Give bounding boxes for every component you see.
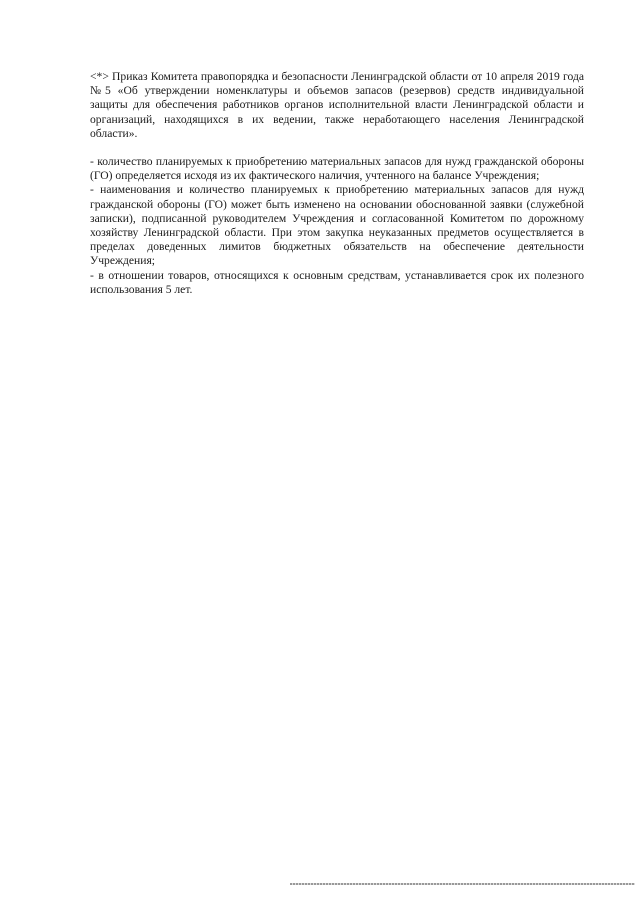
list-item: - в отношении товаров, относящихся к основным средствам, устанавливается срок их полезного использования 5 лет. [90, 268, 584, 296]
footnote-paragraph: <*> Приказ Комитета правопорядка и безопасности Ленинградской области от 10 апреля 2019 года №5 «Об утверждении номенклатуры и объемов запасов (резервов) средств индивидуальной защиты для обеспечения работников органов исполнительной власти Ленинградской области и организаций, находящихся в их ведении, также неработающего населения Ленинградской области». [90, 70, 584, 140]
scan-artifact-line [290, 883, 635, 885]
list-item: - наименования и количество планируемых к приобретению материальных запасов для нужд гражданской обороны (ГО) может быть изменено на основании обоснованной заявки (служебной записки), подписанной руководителем Учреждения и согласованной Комитетом по дорожному хозяйству Ленинградской области. При этом закупка неуказанных предметов осуществляется в пределах доведенных лимитов бюджетных обязательств на обеспечение деятельности Учреждения; [90, 183, 584, 268]
list-item: - количество планируемых к приобретению материальных запасов для нужд гражданской обороны (ГО) определяется исходя из их фактического наличия, учтенного на балансе Учреждения; [90, 155, 584, 183]
document-body [90, 70, 584, 297]
